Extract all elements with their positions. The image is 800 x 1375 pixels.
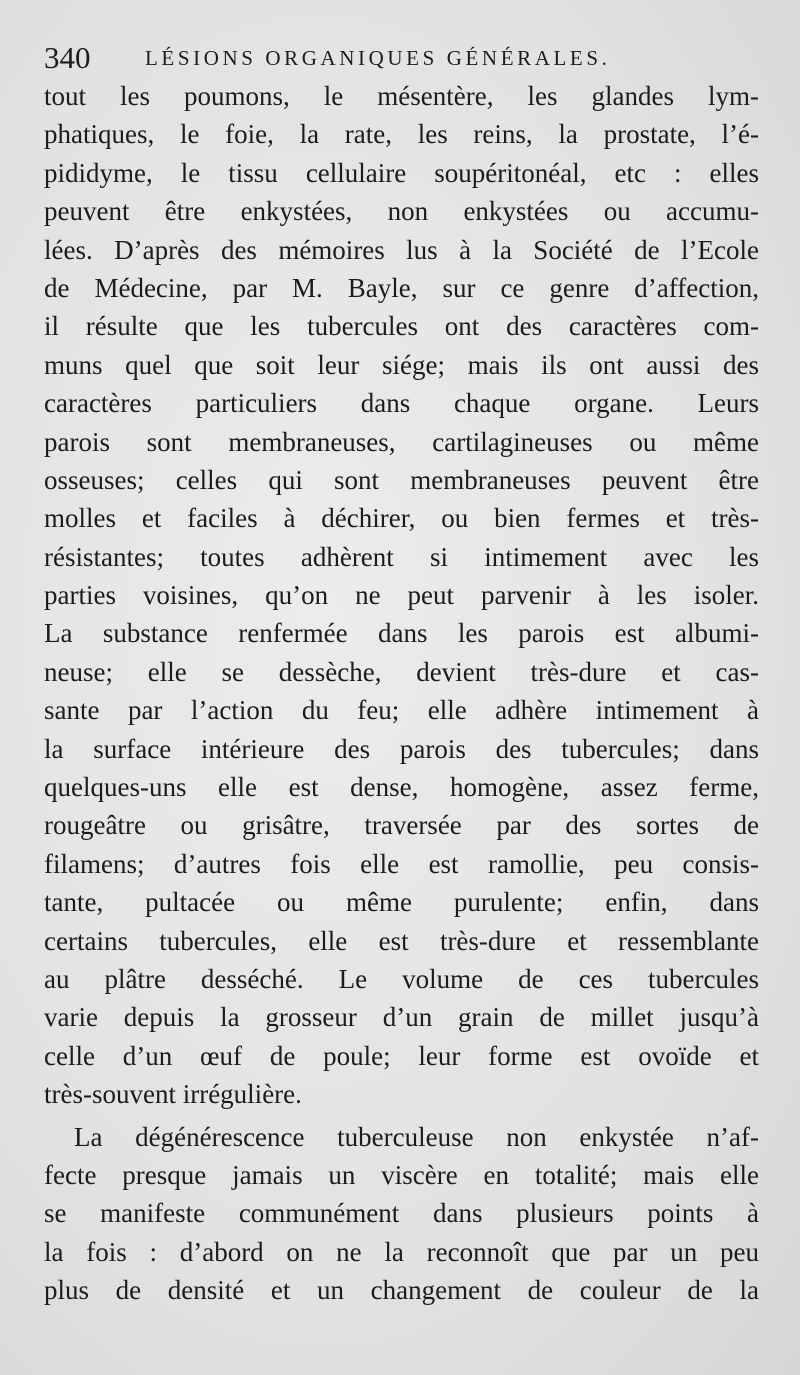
text-line: résistantes; toutes adhèrent si intimement avec les (44, 541, 759, 572)
text-line: celle d’un œuf de poule; leur forme est ovoïde et (44, 1040, 759, 1071)
text-line: caractères particuliers dans chaque organe. Leurs (44, 388, 759, 419)
paragraph-2 (44, 1118, 759, 1310)
body-text (44, 77, 759, 1310)
text-line: La substance renfermée dans les parois est albumi- (44, 618, 759, 649)
text-line: neuse; elle se dessèche, devient très-dure et cas- (44, 656, 759, 687)
text-line: muns quel que soit leur siége; mais ils ont aussi des (44, 349, 759, 380)
text-line: de Médecine, par M. Bayle, sur ce genre d’affection, (44, 272, 759, 303)
text-line: peuvent être enkystées, non enkystées ou accumu- (44, 196, 759, 227)
text-line: lées. D’après des mémoires lus à la Société de l’Ecole (44, 234, 759, 265)
text-line: pididyme, le tissu cellulaire soupéritonéal, etc : elles (44, 157, 759, 188)
text-line: parois sont membraneuses, cartilagineuses ou même (44, 426, 759, 457)
text-line: la fois : d’abord on ne la reconnoît que par un peu (44, 1236, 759, 1267)
text-line: osseuses; celles qui sont membraneuses peuvent être (44, 464, 759, 495)
text-line: parties voisines, qu’on ne peut parvenir à les isoler. (44, 580, 759, 611)
text-line: fecte presque jamais un viscère en totalité; mais elle (44, 1159, 759, 1190)
paragraph-1 (44, 77, 759, 1114)
text-line: La dégénérescence tuberculeuse non enkystée n’af- (74, 1121, 759, 1152)
text-line: se manifeste communément dans plusieurs points à (44, 1198, 759, 1229)
text-line: quelques-uns elle est dense, homogène, assez ferme, (44, 772, 759, 803)
text-line: varie depuis la grosseur d’un grain de millet jusqu’à (44, 1002, 759, 1033)
text-line: phatiques, le foie, la rate, les reins, la prostate, l’é- (44, 119, 759, 150)
text-line: la surface intérieure des parois des tubercules; dans (44, 733, 759, 764)
text-line: tante, pultacée ou même purulente; enfin, dans (44, 887, 759, 918)
text-line: plus de densité et un changement de couleur de la (44, 1275, 759, 1306)
running-title: LÉSIONS ORGANIQUES GÉNÉRALES. (145, 46, 611, 70)
text-line: molles et faciles à déchirer, ou bien fermes et très- (44, 503, 759, 534)
page-number: 340 (44, 40, 91, 75)
text-line: rougeâtre ou grisâtre, traversée par des sortes de (44, 810, 759, 841)
page-header (44, 38, 760, 78)
text-line: au plâtre desséché. Le volume de ces tubercules (44, 963, 759, 994)
text-line: très-souvent irrégulière. (44, 1079, 302, 1110)
text-line: tout les poumons, le mésentère, les glandes lym- (44, 81, 759, 111)
text-line: filamens; d’autres fois elle est ramollie, peu consis- (44, 848, 759, 879)
text-line: il résulte que les tubercules ont des caractères com- (44, 311, 759, 342)
text-line: sante par l’action du feu; elle adhère intimement à (44, 695, 759, 726)
text-line: certains tubercules, elle est très-dure et ressemblante (44, 925, 759, 956)
